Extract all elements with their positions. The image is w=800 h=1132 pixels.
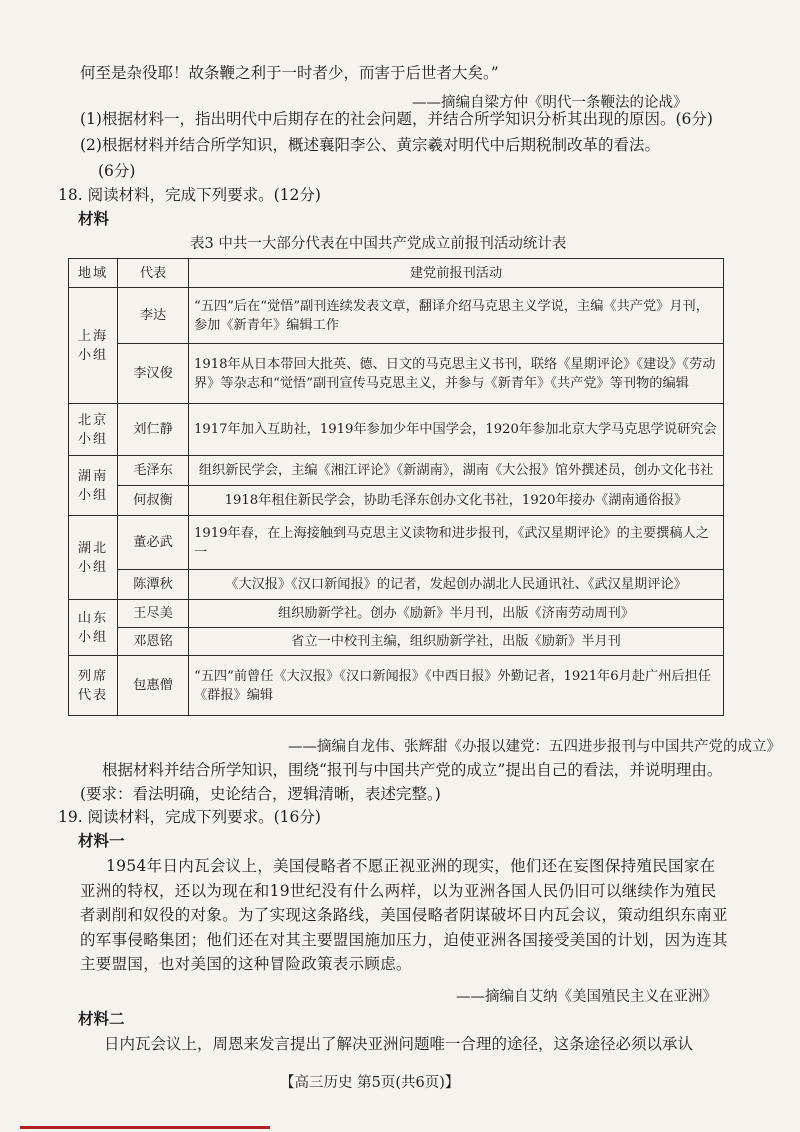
activity-cell: 1919年春，在上海接触到马克思主义读物和进步报刊，《武汉星期评论》的主要撰稿人之一 (189, 516, 724, 570)
table-row (69, 404, 724, 456)
rep-cell: 李汉俊 (118, 344, 189, 404)
region-cell: 列席代表 (69, 656, 118, 716)
q18-material-label: 材料 (78, 209, 110, 228)
table-row (69, 486, 724, 516)
q19-material1-text: 1954年日内瓦会议上，美国侵略者不愿正视亚洲的现实，他们还在妄图保持殖民国家在亚洲的特权，还以为现在和19世纪没有什么两样，以为亚洲各国人民仍旧可以继续作为殖民者剥削和奴役的对象。为了实现这条路线，美国侵略者阴谋破坏日内瓦会议，策动组织东南亚的军事侵略集团；他们还在对其主要盟国施加压力，迫使亚洲各国接受美国的计划，因为连其主要盟国，也对美国的这种冒险政策表示顾虑。 (80, 857, 728, 973)
activity-cell: “五四”后在“觉悟”副刊连续发表文章，翻译介绍马克思主义学说，主编《共产党》月刊，参加《新青年》编辑工作 (189, 288, 724, 344)
table-row (69, 656, 724, 716)
region-cell: 北京小组 (69, 404, 118, 456)
header-activity: 建党前报刊活动 (189, 259, 724, 288)
q17-sub1: (1)根据材料一，指出明代中后期存在的社会问题，并结合所学知识分析其出现的原因。(6分) (80, 110, 713, 128)
q17-source: ——摘编自梁方仲《明代一条鞭法的论战》 (412, 95, 688, 111)
q19-heading: 19. 阅读材料，完成下列要求。(16分) (58, 808, 321, 826)
region-cell: 山东小组 (69, 600, 118, 656)
table-row (69, 570, 724, 600)
q19-material1-label: 材料一 (78, 831, 125, 850)
rep-cell: 包惠僧 (118, 656, 189, 716)
q17-sub2-points: (6分) (98, 162, 136, 180)
rep-cell: 王尽美 (118, 600, 189, 628)
press-activity-table (68, 258, 724, 716)
table-row (69, 288, 724, 344)
rep-cell: 何叔衡 (118, 486, 189, 516)
activity-cell: 《大汉报》《汉口新闻报》的记者，发起创办湖北人民通讯社、《武汉星期评论》 (189, 570, 724, 600)
region-cell: 湖北小组 (69, 516, 118, 600)
q19-material2-label: 材料二 (78, 1009, 125, 1028)
table-title: 表3 中共一大部分代表在中国共产党成立前报刊活动统计表 (190, 236, 567, 252)
activity-cell: 组织新民学会，主编《湘江评论》《新湖南》，湖南《大公报》馆外撰述员，创办文化书社 (189, 456, 724, 486)
table-row (69, 344, 724, 404)
region-cell: 上海小组 (69, 288, 118, 404)
activity-cell: 省立一中校刊主编，组织励新学社，出版《励新》半月刊 (189, 628, 724, 656)
q18-source: ——摘编自龙伟、张辉甜《办报以建党：五四进步报刊与中国共产党的成立》 (288, 739, 781, 755)
q17-quote-tail: 何至是杂役耶！故条鞭之利于一时者少，而害于后世者大矣。” (80, 64, 499, 82)
activity-cell: 1917年加入互助社，1919年参加少年中国学会，1920年参加北京大学马克思学说研究会 (189, 404, 724, 456)
rep-cell: 董必武 (118, 516, 189, 570)
activity-cell: 1918年租住新民学会，协助毛泽东创办文化书社，1920年接办《湖南通俗报》 (189, 486, 724, 516)
table-header-row (69, 259, 724, 288)
activity-cell: 组织励新学社。创办《励新》半月刊，出版《济南劳动周刊》 (189, 600, 724, 628)
region-cell: 湖南小组 (69, 456, 118, 516)
table-row (69, 628, 724, 656)
activity-cell: “五四”前曾任《大汉报》《汉口新闻报》《中西日报》外勤记者，1921年6月赴广州后担任《群报》编辑 (189, 656, 724, 716)
rep-cell: 刘仁静 (118, 404, 189, 456)
q19-material2-text: 日内瓦会议上，周恩来发言提出了解决亚洲问题唯一合理的途径，这条途径必须以承认 (104, 1035, 694, 1053)
page-footer: 【高三历史 第5页(共6页)】 (280, 1075, 460, 1091)
rep-cell: 陈潭秋 (118, 570, 189, 600)
q19-material1-source: ——摘编自艾纳《美国殖民主义在亚洲》 (456, 989, 717, 1005)
q17-sub2: (2)根据材料并结合所学知识，概述襄阳李公、黄宗羲对明代中后期税制改革的看法。 (80, 136, 660, 154)
table-row (69, 516, 724, 570)
rep-cell: 李达 (118, 288, 189, 344)
rep-cell: 邓恩铭 (118, 628, 189, 656)
table-row (69, 456, 724, 486)
activity-cell: 1918年从日本带回大批英、德、日文的马克思主义书刊，联络《星期评论》《建设》《劳动界》等杂志和“觉悟”副刊宣传马克思主义，并参与《新青年》《共产党》等刊物的编辑 (189, 344, 724, 404)
rep-cell: 毛泽东 (118, 456, 189, 486)
q18-task: 根据材料并结合所学知识，围绕“报刊与中国共产党的成立”提出自己的看法，并说明理由。(要求：看法明确，史论结合，逻辑清晰，表述完整。) (80, 761, 723, 803)
header-rep: 代表 (118, 259, 189, 288)
q18-heading: 18. 阅读材料，完成下列要求。(12分) (58, 186, 321, 204)
table-row (69, 600, 724, 628)
red-edge-mark (20, 1126, 270, 1129)
header-region: 地域 (69, 259, 118, 288)
